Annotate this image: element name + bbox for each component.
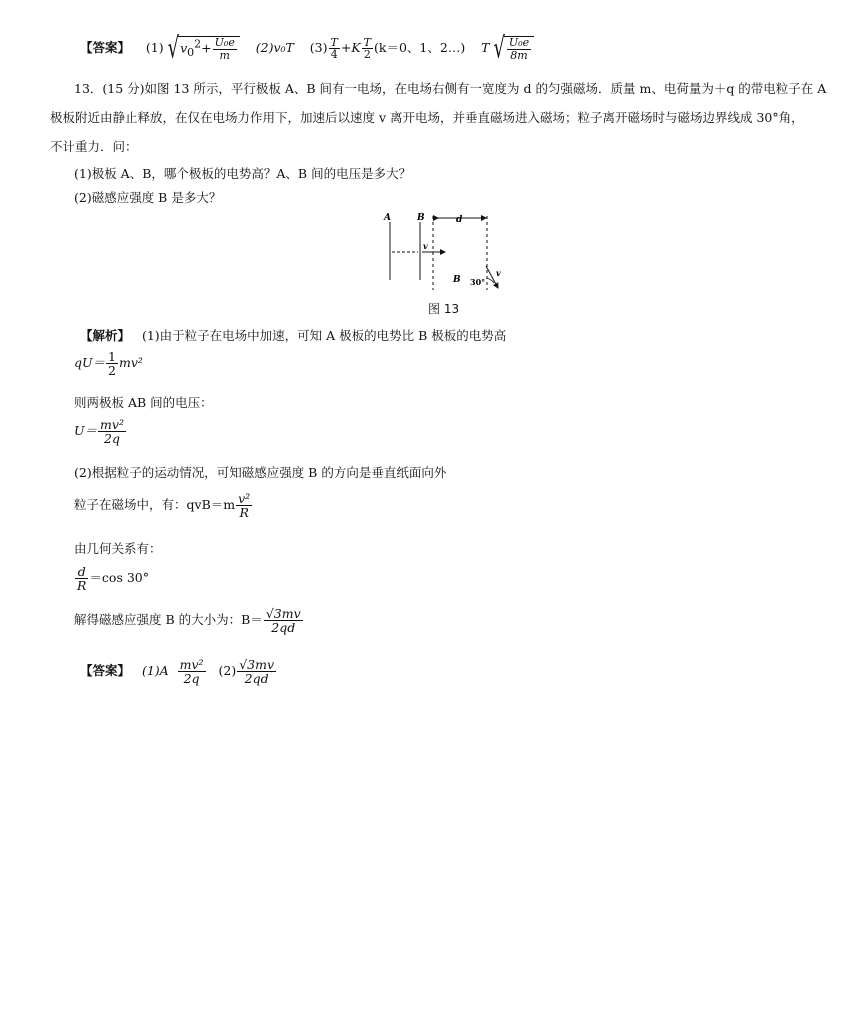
label-b: B: [417, 213, 425, 223]
figure-caption: 图 13: [428, 302, 460, 316]
sub-question-2: (2)磁感应强度 B 是多大？: [74, 190, 222, 205]
solution-line-6: 解得磁感应强度 B 的大小为：B＝ $\frac{√3mv}{2qd}$: [74, 606, 301, 636]
solution-line-5: 由几何关系有：: [74, 541, 162, 556]
final-answer-line: 【答案】 (1)A $\frac{\text{mv²}}{2q}$ (2) $\frac{√3mv}{2qd}$: [80, 657, 275, 687]
question-line-3: 不计重力．问：: [50, 139, 138, 154]
equation-1: qU＝ $\frac{1}{2}$ mv²: [74, 349, 143, 379]
answer-part-2: (2)v₀T: [255, 40, 294, 56]
answer-part-1: (1): [145, 40, 164, 56]
sqrt-expression-2: √ $\frac{\text{U₀e}}{8m}$: [493, 36, 534, 61]
label-v: v: [423, 241, 428, 251]
sub-question-1: (1)极板 A、B，哪个极板的电势高？A、B 间的电压是多大？: [74, 166, 412, 181]
answer-part-4: T: [481, 40, 490, 56]
final-answer-tag: 【答案】: [80, 663, 131, 679]
solution-tag: 【解析】: [80, 328, 131, 343]
equation-2: U＝ $\frac{\text{mv²}}{2q}$: [74, 417, 124, 447]
answer-tag: 【答案】: [80, 40, 131, 56]
answer-part-3: (3): [309, 40, 328, 56]
label-v-exit: v: [496, 268, 501, 278]
label-30-degrees: 30°: [470, 277, 486, 287]
solution-line-3: (2)根据粒子的运动情况，可知磁感应强度 B 的方向是垂直纸面向外: [74, 465, 447, 480]
sqrt-expression-1: $√v_0^2+$ $\frac{\text{U₀e}}{m}$: [168, 36, 240, 61]
label-a: A: [384, 213, 391, 223]
solution-line-4: 粒子在磁场中，有：qvB＝m $\frac{\text{v²}}{R}$: [74, 491, 251, 521]
label-b-field: B: [453, 275, 461, 285]
equation-4: $\frac{d}{R}$ ＝cos 30°: [77, 564, 149, 594]
label-d: d: [456, 215, 463, 225]
solution-line-2: 则两极板 AB 间的电压：: [74, 395, 213, 410]
question-line-2: 极板附近由静止释放，在仅在电场力作用下，加速后以速度 v 离开电场，并垂直磁场进入磁场；粒子离开磁场时与磁场边界线成 30°角，: [50, 110, 804, 125]
solution-line-1: 【解析】 (1)由于粒子在电场中加速，可知 A 极板的电势比 B 极板的电势高: [80, 328, 507, 343]
question-line-1: 13．(15 分)如图 13 所示，平行极板 A、B 间有一电场，在电场右侧有一宽度为 d 的匀强磁场．质量 m、电荷量为＋q 的带电粒子在 A: [74, 81, 827, 96]
previous-answer-line: 【答案】 (1) $√v_0^2+$ $\frac{\text{U₀e}}{m}$ (2)v₀T (3) $\frac{T}{4}$ +K $\frac{T}{2}$ (k＝0、1、2…) T √ $\frac{\text{U₀e}}{8m}$: [80, 36, 534, 61]
